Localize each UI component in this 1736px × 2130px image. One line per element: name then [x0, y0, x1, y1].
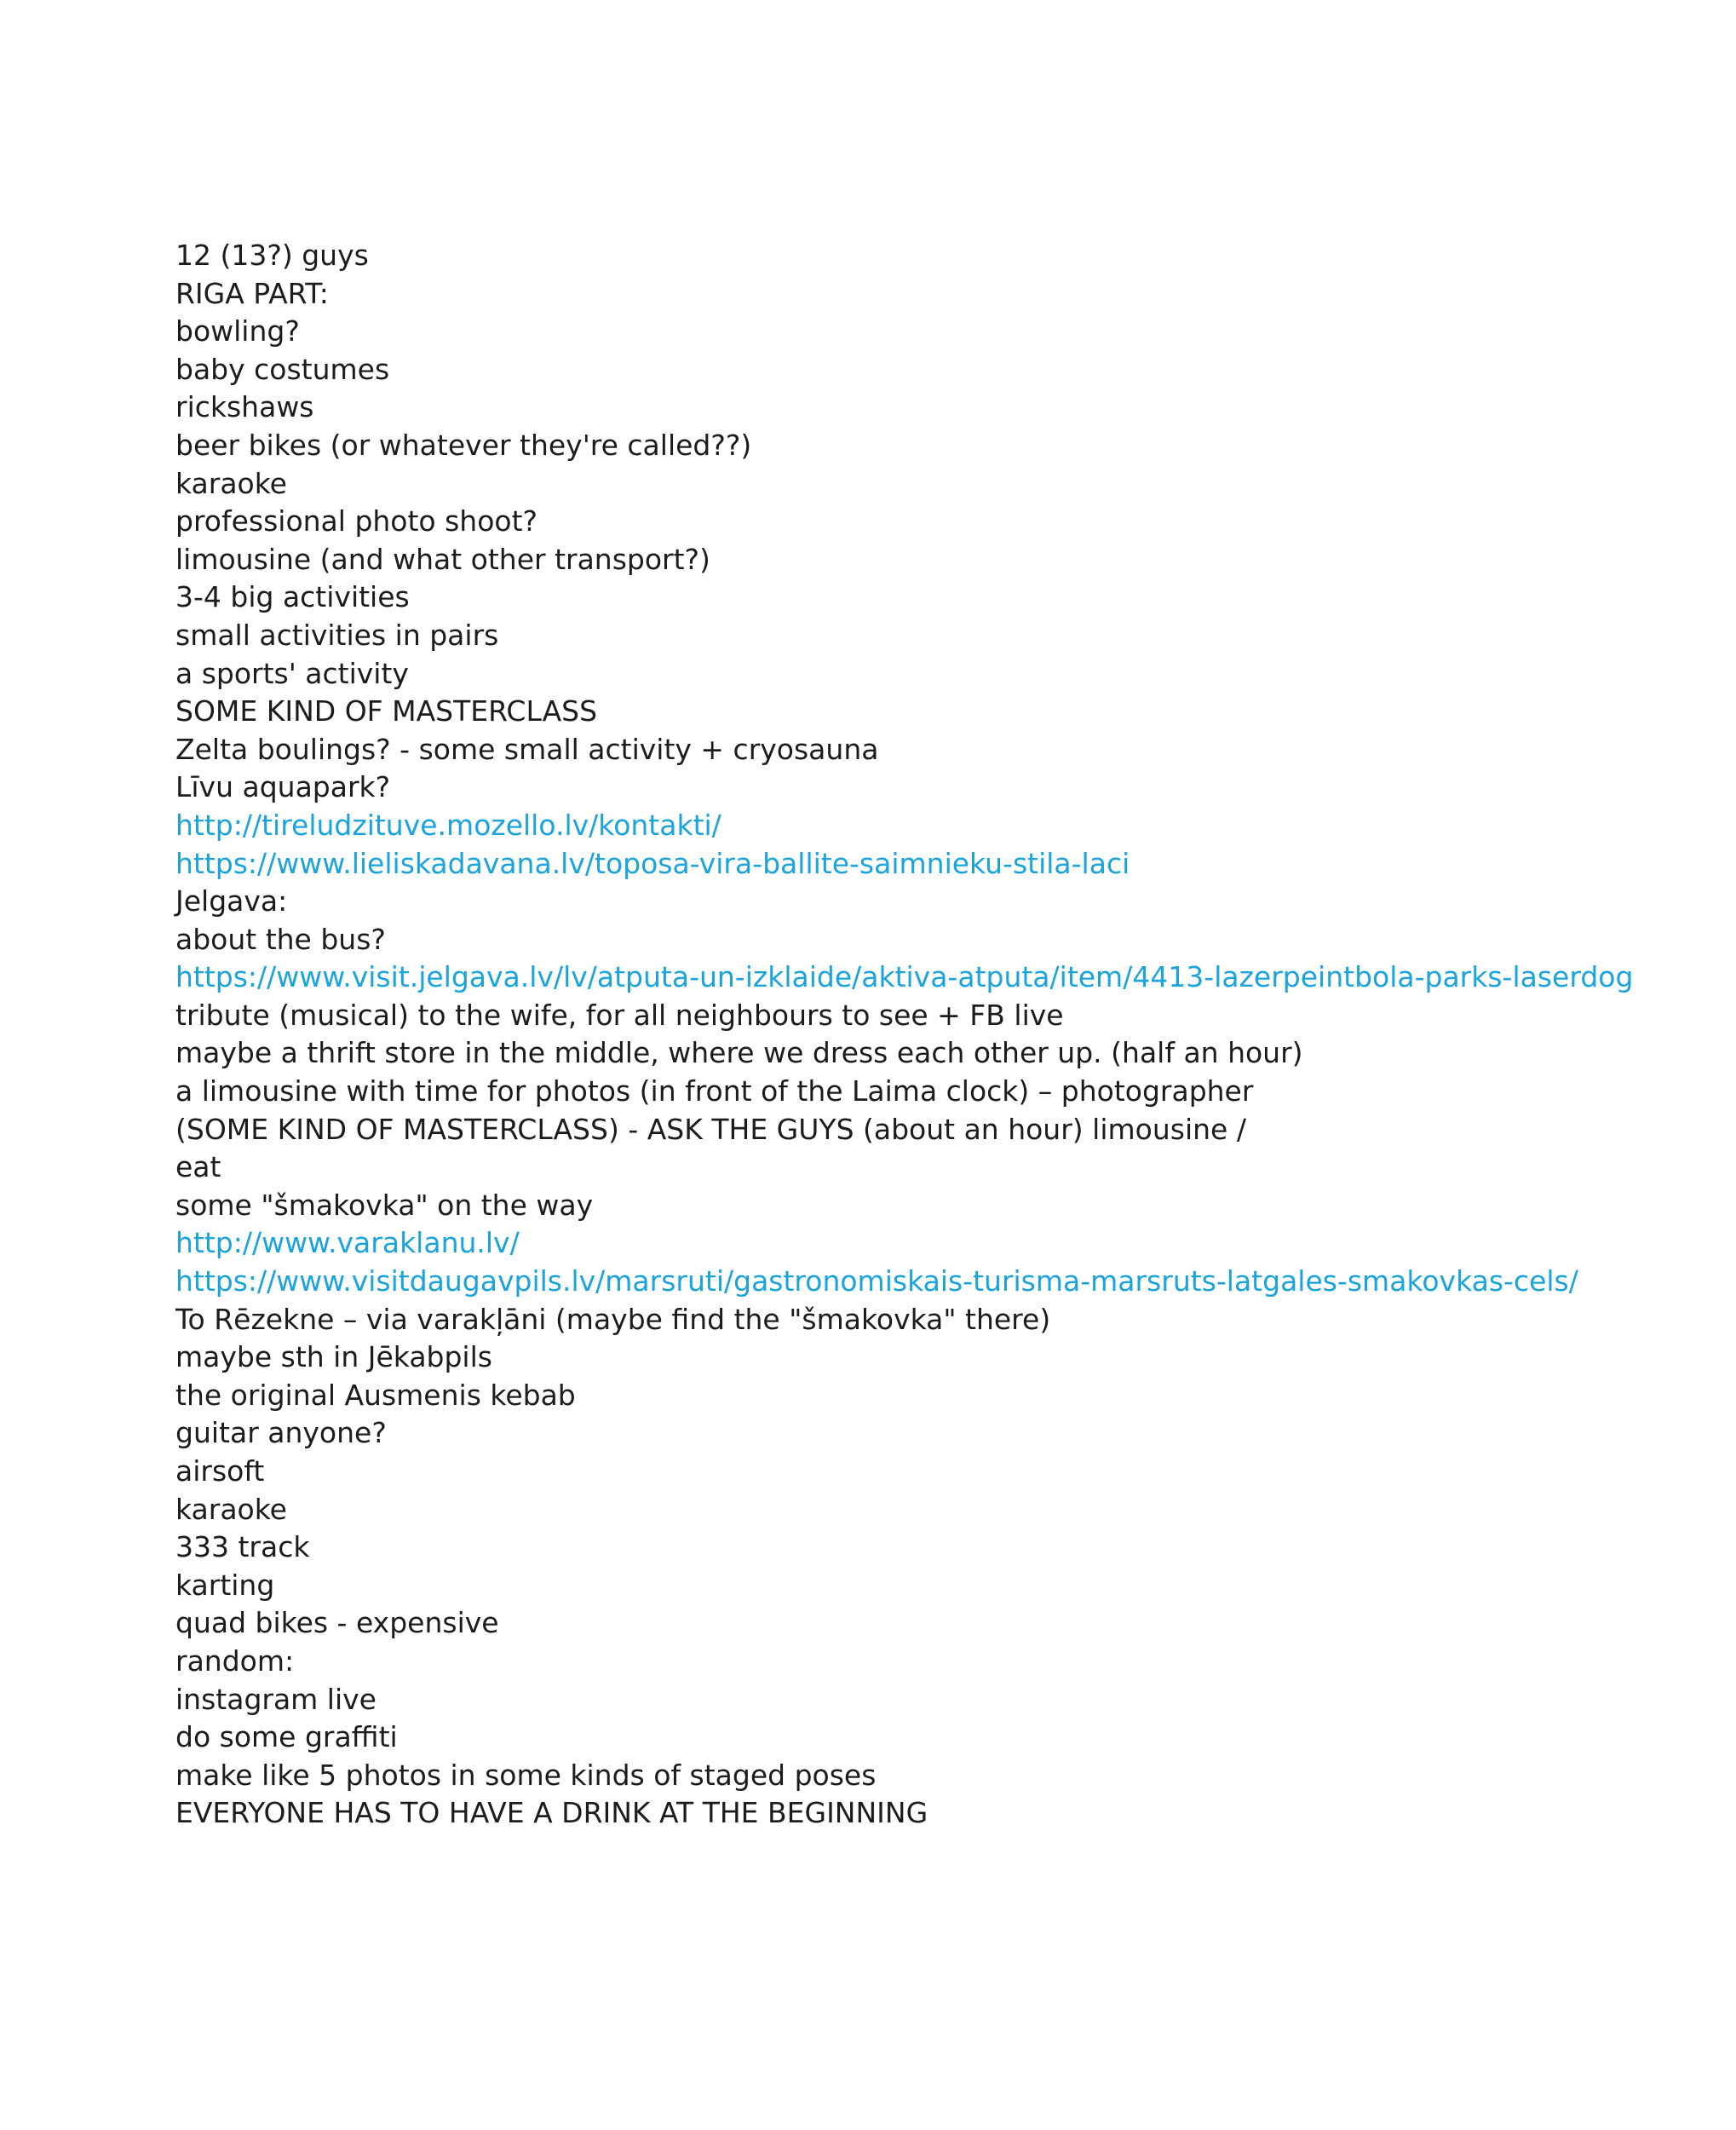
notes-list [175, 237, 1709, 1833]
note-line: To Rēzekne – via varakļāni (maybe find the "šmakovka" there) [175, 1302, 1051, 1336]
note-line: make like 5 photos in some kinds of staged poses [175, 1758, 877, 1792]
note-line: Zelta boulings? - some small activity + cryosauna [175, 732, 879, 766]
note-line: guitar anyone? [175, 1416, 387, 1450]
note-line: 3-4 big activities [175, 580, 410, 614]
note-line: Līvu aquapark? [175, 770, 391, 804]
note-line: rickshaws [175, 390, 314, 424]
note-link[interactable]: https://www.visitdaugavpils.lv/marsruti/gastronomiskais-turisma-marsruts-latgales-smakovkas-cels/ [175, 1264, 1578, 1298]
note-link[interactable]: http://www.varaklanu.lv/ [175, 1226, 520, 1260]
note-line: maybe sth in Jēkabpils [175, 1340, 492, 1374]
note-line: small activities in pairs [175, 618, 499, 652]
note-line: a sports' activity [175, 656, 409, 690]
note-line: do some graffiti [175, 1720, 398, 1754]
note-line: Jelgava: [175, 884, 288, 918]
note-line: a limousine with time for photos (in front of the Laima clock) – photographer [175, 1074, 1254, 1108]
note-line: EVERYONE HAS TO HAVE A DRINK AT THE BEGINNING [175, 1796, 928, 1830]
note-line: SOME KIND OF MASTERCLASS [175, 694, 598, 728]
note-link[interactable]: https://www.visit.jelgava.lv/lv/atputa-un-izklaide/aktiva-atputa/item/4413-lazerpeintbola-parks-laserdog [175, 960, 1634, 994]
note-line: about the bus? [175, 922, 386, 956]
note-line: airsoft [175, 1454, 265, 1488]
note-line: maybe a thrift store in the middle, where we dress each other up. (half an hour) [175, 1036, 1303, 1070]
note-link[interactable]: http://tireludzituve.mozello.lv/kontakti/ [175, 808, 721, 842]
note-line: some "šmakovka" on the way [175, 1188, 594, 1222]
note-line: RIGA PART: [175, 276, 329, 310]
note-line: 333 track [175, 1530, 310, 1564]
note-line: karaoke [175, 1492, 287, 1526]
note-line: 12 (13?) guys [175, 239, 369, 272]
note-line: (SOME KIND OF MASTERCLASS) - ASK THE GUYS (about an hour) limousine / [175, 1112, 1246, 1146]
note-line: random: [175, 1644, 295, 1678]
note-line: eat [175, 1150, 221, 1184]
note-line: beer bikes (or whatever they're called??) [175, 428, 752, 462]
note-line: baby costumes [175, 352, 390, 386]
note-line: limousine (and what other transport?) [175, 542, 710, 576]
note-line: quad bikes - expensive [175, 1606, 499, 1640]
note-line: professional photo shoot? [175, 504, 538, 538]
note-line: instagram live [175, 1682, 377, 1716]
note-line: tribute (musical) to the wife, for all neighbours to see + FB live [175, 998, 1064, 1032]
note-line: karaoke [175, 466, 287, 500]
note-link[interactable]: https://www.lieliskadavana.lv/toposa-vira-ballite-saimnieku-stila-laci [175, 846, 1130, 880]
note-line: the original Ausmenis kebab [175, 1378, 576, 1412]
note-line: bowling? [175, 314, 300, 348]
note-line: karting [175, 1568, 275, 1602]
